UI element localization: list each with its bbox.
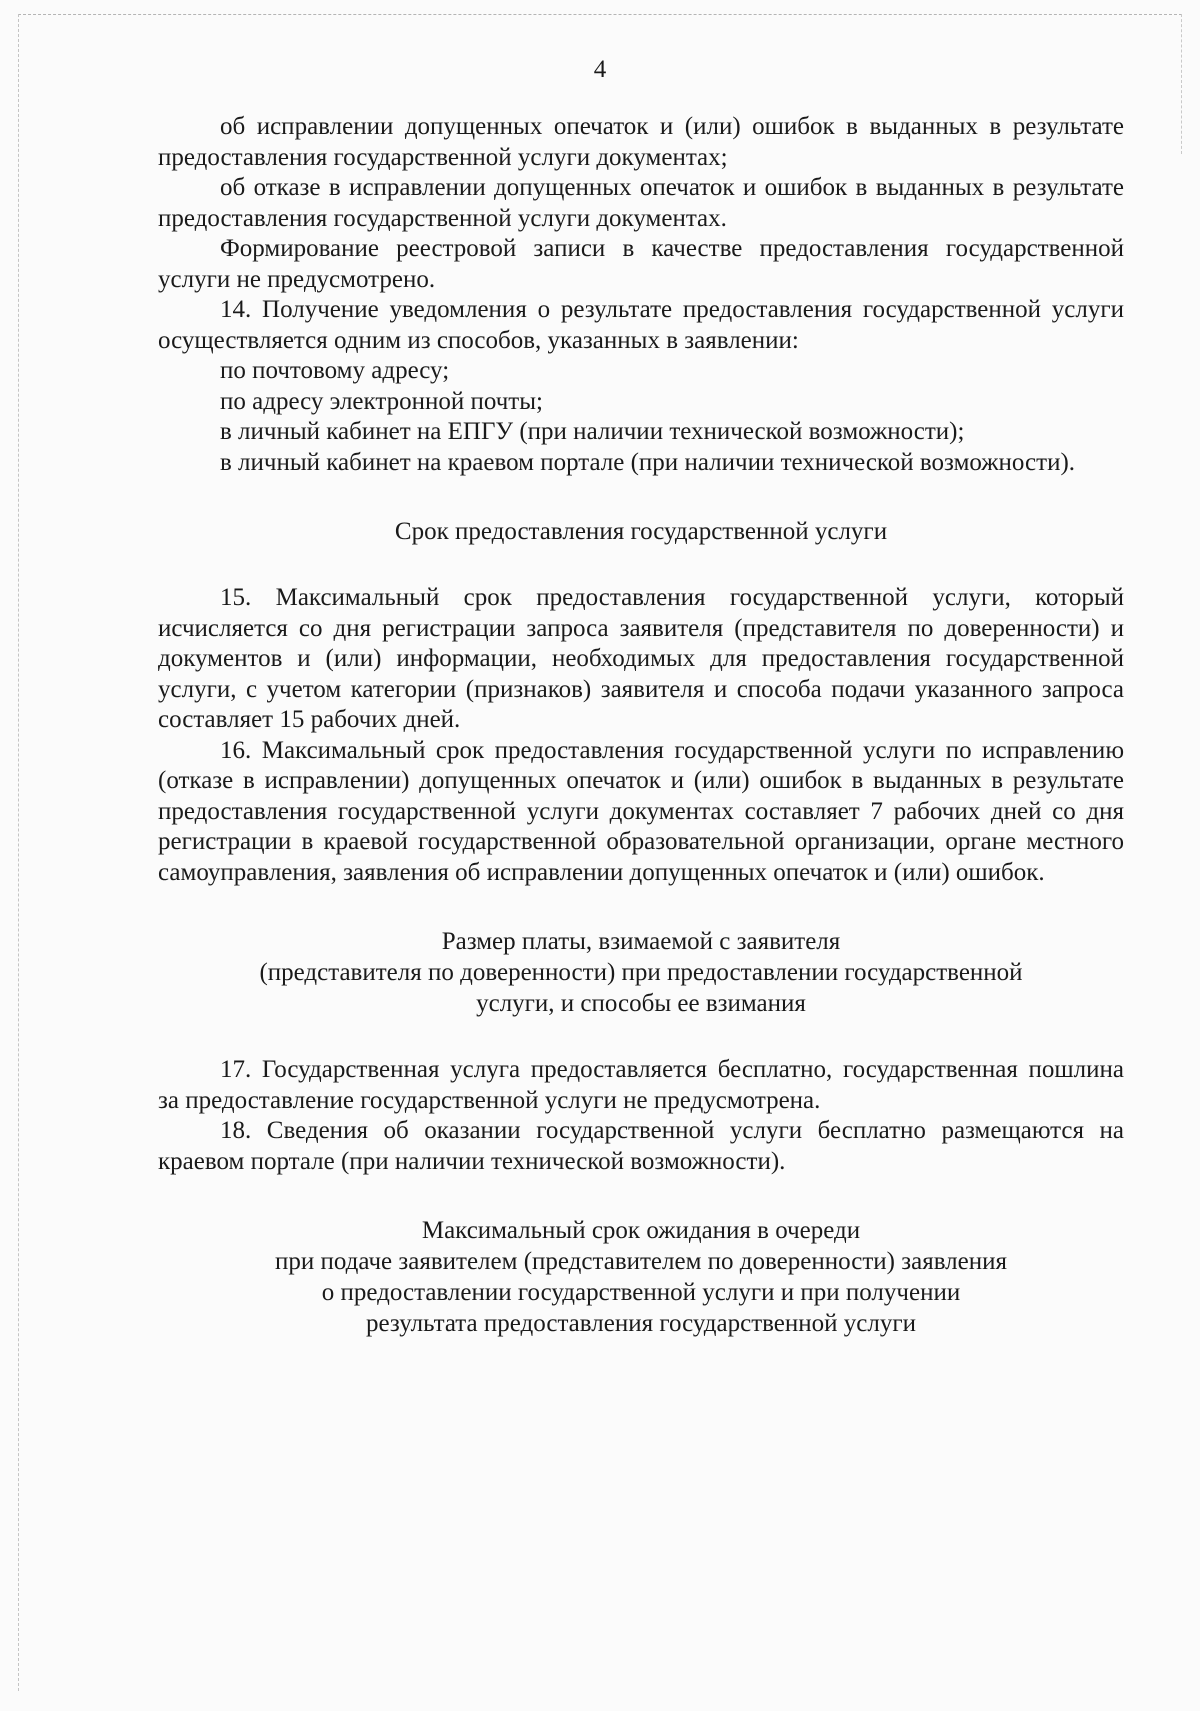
paragraph-16-correction-term: 16. Максимальный срок предоставления государственной услуги по исправлению (отказе в исправлении) допущенных опечаток и (или) ошибок в выданных в результате предоставления государственной услуги документах составляет 7 рабочих дней со дня регистрации в краевой государственной образовательной организации, органе местного самоуправления, заявления об исправлении допущенных опечаток и (или) ошибок. [158, 736, 1124, 886]
page-number: 4 [593, 56, 607, 83]
section-heading-fee-line3: услуги, и способы ее взимания [476, 990, 806, 1017]
section-heading-queue-line1: Максимальный срок ожидания в очереди [421, 1217, 861, 1244]
scan-border-right [1181, 14, 1182, 154]
list-item-postal: по почтовому адресу; [220, 357, 450, 384]
section-heading-term: Срок предоставления государственной услуги [394, 518, 888, 545]
section-heading-fee-line1: Размер платы, взимаемой с заявителя [441, 928, 841, 955]
paragraph-17-free-service: 17. Государственная услуга предоставляется бесплатно, государственная пошлина за предоставление государственной услуги не предусмотрена. [158, 1056, 1124, 1114]
paragraph-18-free-info: 18. Сведения об оказании государственной услуги бесплатно размещаются на краевом портале (при наличии технической возможности). [158, 1117, 1124, 1175]
list-item-epgu: в личный кабинет на ЕПГУ (при наличии технической возможности); [220, 418, 965, 445]
document-body [158, 112, 1124, 1339]
scan-border-top [18, 14, 1182, 15]
section-heading-queue [158, 1215, 1124, 1339]
paragraph-correction-refusal: об отказе в исправлении допущенных опечаток и ошибок в выданных в результате предоставления государственной услуги документах. [158, 174, 1124, 232]
paragraph-registry-entry: Формирование реестровой записи в качестве предоставления государственной услуги не предусмотрено. [158, 235, 1124, 293]
list-item-email: по адресу электронной почты; [220, 387, 543, 415]
section-heading-fee-line2: (представителя по доверенности) при предоставлении государственной [259, 959, 1023, 986]
section-heading-queue-line3: о предоставлении государственной услуги и при получении [321, 1279, 961, 1306]
scan-border-left [18, 14, 19, 1691]
section-heading-queue-line4: результата предоставления государственной услуги [366, 1310, 916, 1337]
paragraph-correction-result: об исправлении допущенных опечаток и (или) ошибок в выданных в результате предоставления государственной услуги документах; [158, 113, 1124, 171]
section-heading-queue-line2: при подаче заявителем (представителем по доверенности) заявления [274, 1248, 1007, 1275]
section-heading-fee [158, 926, 1124, 1019]
list-item-regional-portal: в личный кабинет на краевом портале (при наличии технической возможности). [220, 448, 1076, 476]
paragraph-15-max-term: 15. Максимальный срок предоставления государственной услуги, который исчисляется со дня регистрации запроса заявителя (представителя по доверенности) и документов и (или) информации, необходимых для предоставления государственной услуги, с учетом категории (признаков) заявителя и способа подачи указанного запроса составляет 15 рабочих дней. [158, 584, 1124, 733]
paragraph-14-notification: 14. Получение уведомления о результате предоставления государственной услуги осуществляется одним из способов, указанных в заявлении: [158, 296, 1124, 354]
